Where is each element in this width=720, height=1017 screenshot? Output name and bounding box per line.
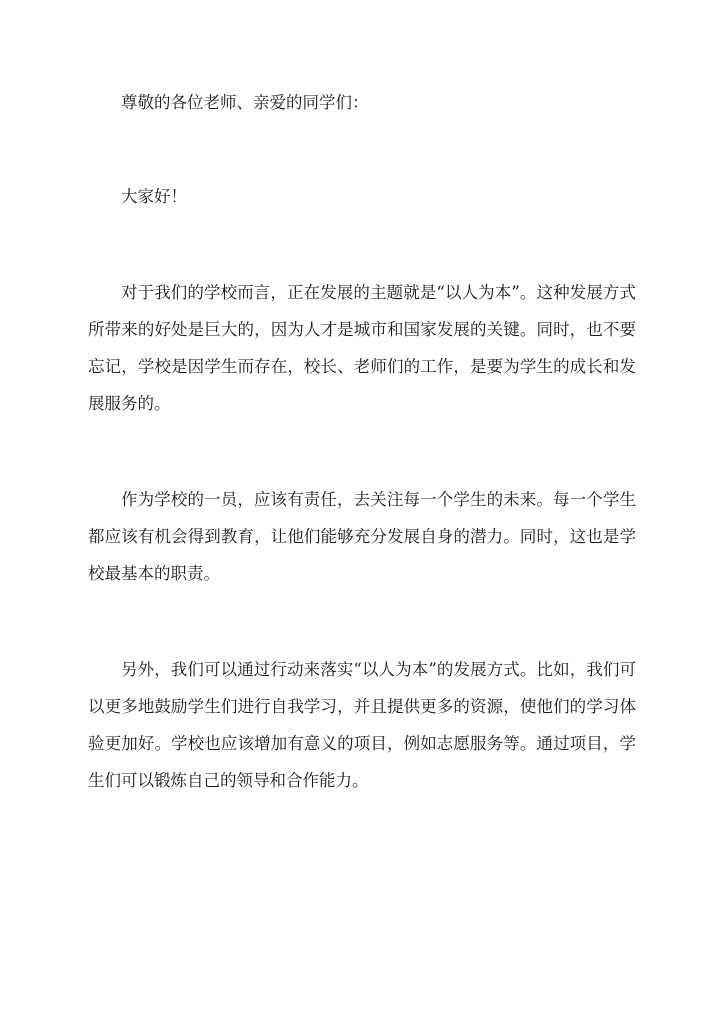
greeting: 大家好！ (121, 187, 187, 206)
document-body (88, 84, 636, 799)
paragraph-2: 作为学校的一员，应该有责任，去关注每一个学生的未来。每一个学生都应该有机会得到教育，让他们能够充分发展自身的潜力。同时，这也是学校最基本的职责。 (88, 490, 636, 583)
paragraph-3: 另外，我们可以通过行动来落实“以人为本”的发展方式。比如，我们可以更多地鼓励学生们进行自我学习，并且提供更多的资源，使他们的学习体验更加好。学校也应该增加有意义的项目，例如志愿服务等。通过项目，学生们可以锻炼自己的领导和合作能力。 (88, 660, 636, 790)
salutation: 尊敬的各位老师、亲爱的同学们： (121, 93, 369, 112)
paragraph-1: 对于我们的学校而言，正在发展的主题就是“以人为本”。这种发展方式所带来的好处是巨大的，因为人才是城市和国家发展的关键。同时，也不要忘记，学校是因学生而存在，校长、老师们的工作，是要为学生的成长和发展服务的。 (88, 283, 636, 413)
